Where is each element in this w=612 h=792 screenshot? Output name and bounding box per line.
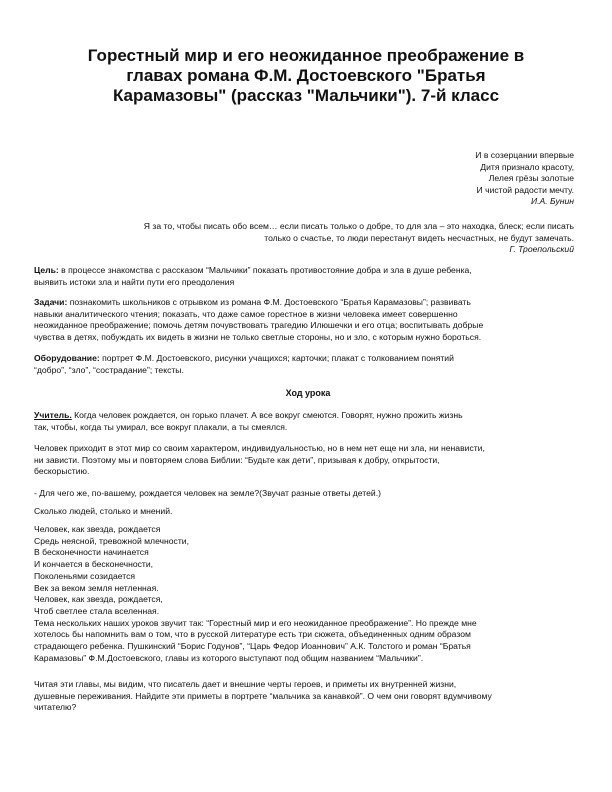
title-line: Карамазовы" (рассказ "Мальчики"). 7-й класс <box>112 86 500 105</box>
equipment-paragraph <box>34 353 582 376</box>
title-line: Горестный мир и его неожиданное преображение в <box>87 46 525 65</box>
poem-line: Человек, как звезда, рождается <box>34 524 161 534</box>
paragraph-line: страдающего ребенка. Пушкинский “Борис Годунов”, “Царь Федор Иоаннович” А.К. Толстого и роман “Братья <box>34 641 471 652</box>
goal-label: Цель: <box>34 265 59 275</box>
paragraph-line: читателю? <box>34 702 77 713</box>
poem-line: Человек, как звезда, рождается, <box>34 594 163 605</box>
epigraph-line: Дитя признало красоту, <box>480 161 574 172</box>
lesson-heading: Ход урока <box>285 388 331 398</box>
goal-paragraph <box>34 265 582 288</box>
paragraph-line: Карамазовы” Ф.М.Достоевского, главы из которого выступают под общим названием “Мальчики”. <box>34 652 424 663</box>
goal-text: в процессе знакомства с рассказом “Мальчики” показать противостояние добра и зла в душе ребенка, <box>58 265 472 275</box>
paragraph-reading <box>34 679 582 714</box>
page-title <box>40 46 572 106</box>
paragraph-line: хотелось бы напомнить вам о том, что в русской литературе есть три сюжета, объединенных одним образом <box>34 629 471 640</box>
poem-line: Средь неясной, тревожной млечности, <box>34 535 189 546</box>
title-line: главах романа Ф.М. Достоевского "Братья <box>126 66 486 85</box>
paragraph-opinions <box>34 506 582 518</box>
poem-line: В бесконечности начинается <box>34 547 149 558</box>
epigraph-line: И чистой радости мечту. <box>476 184 574 195</box>
goal-text: выявить истоки зла и найти пути его преодоления <box>34 276 235 287</box>
poem-and-theme <box>34 524 582 664</box>
tasks-text: неожиданное преображение; помочь детям почувствовать трагедию Илюшечки и его отца; воспитывать добрые <box>34 320 484 331</box>
equipment-label: Оборудование: <box>34 353 100 363</box>
epigraph-line: только о счастье, то люди перестанут видеть несчастных, не будут замечать. <box>264 232 574 243</box>
teacher-text: так, чтобы, когда ты умирал, все вокруг плакали, а ты смеялся. <box>34 421 288 432</box>
paragraph-line: Тема нескольких наших уроков звучит так: “Горестный мир и его неожиданное преображение”. Но прежде мне <box>34 617 477 628</box>
paragraph-line: Читая эти главы, мы видим, что писатель дает и внешние черты героев, и приметы их внутренней жизни, <box>34 679 457 689</box>
equipment-text: “добро”, “зло”, “сострадание”; тексты. <box>34 364 184 375</box>
tasks-paragraph <box>34 297 582 344</box>
tasks-label: Задачи: <box>34 297 68 307</box>
epigraph-troepolsky <box>144 221 574 256</box>
poem-line: Поколеньями созидается <box>34 570 136 581</box>
poem-line: Чтоб светлее стала вселенная. <box>34 605 160 616</box>
epigraph-author: Г. Троепольский <box>509 244 574 254</box>
epigraph-line: Я за то, чтобы писать обо всем… если писать только о добре, то для зла – это находка, блеск; если писать <box>143 221 574 231</box>
equipment-text: портрет Ф.М. Достоевского, рисунки учащихся; карточки; плакат с толкованием понятий <box>99 353 454 363</box>
paragraph-line: - Для чего же, по-вашему, рождается человек на земле?(Звучат разные ответы детей.) <box>34 488 381 498</box>
tasks-text: чувства в детях, побуждать их видеть в жизни не только светлые стороны, но и зло, с которым нужно бороться. <box>34 332 482 343</box>
tasks-text: познакомить школьников с отрывком из романа Ф.М. Достоевского “Братья Карамазовы”; развивать <box>67 297 471 307</box>
paragraph-line: бескорыстию. <box>34 466 90 477</box>
teacher-text: Когда человек рождается, он горько плачет. А все вокруг смеются. Говорят, нужно прожить жизнь <box>71 410 463 420</box>
teacher-paragraph <box>34 410 582 433</box>
paragraph-question <box>34 488 582 500</box>
paragraph-character <box>34 443 582 478</box>
epigraph-author: И.А. Бунин <box>531 196 574 206</box>
poem-line: И кончается в бесконечности, <box>34 559 154 570</box>
tasks-text: навыки аналитического чтения; показать, что даже самое горестное в жизни человека имеет совершенно <box>34 308 458 319</box>
poem-line: Век за веком земля нетленная. <box>34 582 159 593</box>
epigraph-line: Лелея грёзы золотые <box>488 173 574 183</box>
teacher-label: Учитель. <box>34 410 72 420</box>
paragraph-line: ни зависти. Поэтому мы и повторяем слова Библии: “Будьте как дети”, призывая к добру, открытости, <box>34 454 440 465</box>
epigraph-bunin <box>475 150 574 208</box>
paragraph-line: Человек приходит в этот мир со своим характером, индивидуальностью, но в нем нет еще ни зла, ни ненависти, <box>34 443 485 453</box>
epigraph-line: И в созерцании впервые <box>475 150 574 160</box>
paragraph-line: душевные переживания. Найдите эти приметы в портрете “мальчика за канавкой”. О чем они говорят вдумчивому <box>34 690 492 701</box>
paragraph-line: Сколько людей, столько и мнений. <box>34 506 173 516</box>
